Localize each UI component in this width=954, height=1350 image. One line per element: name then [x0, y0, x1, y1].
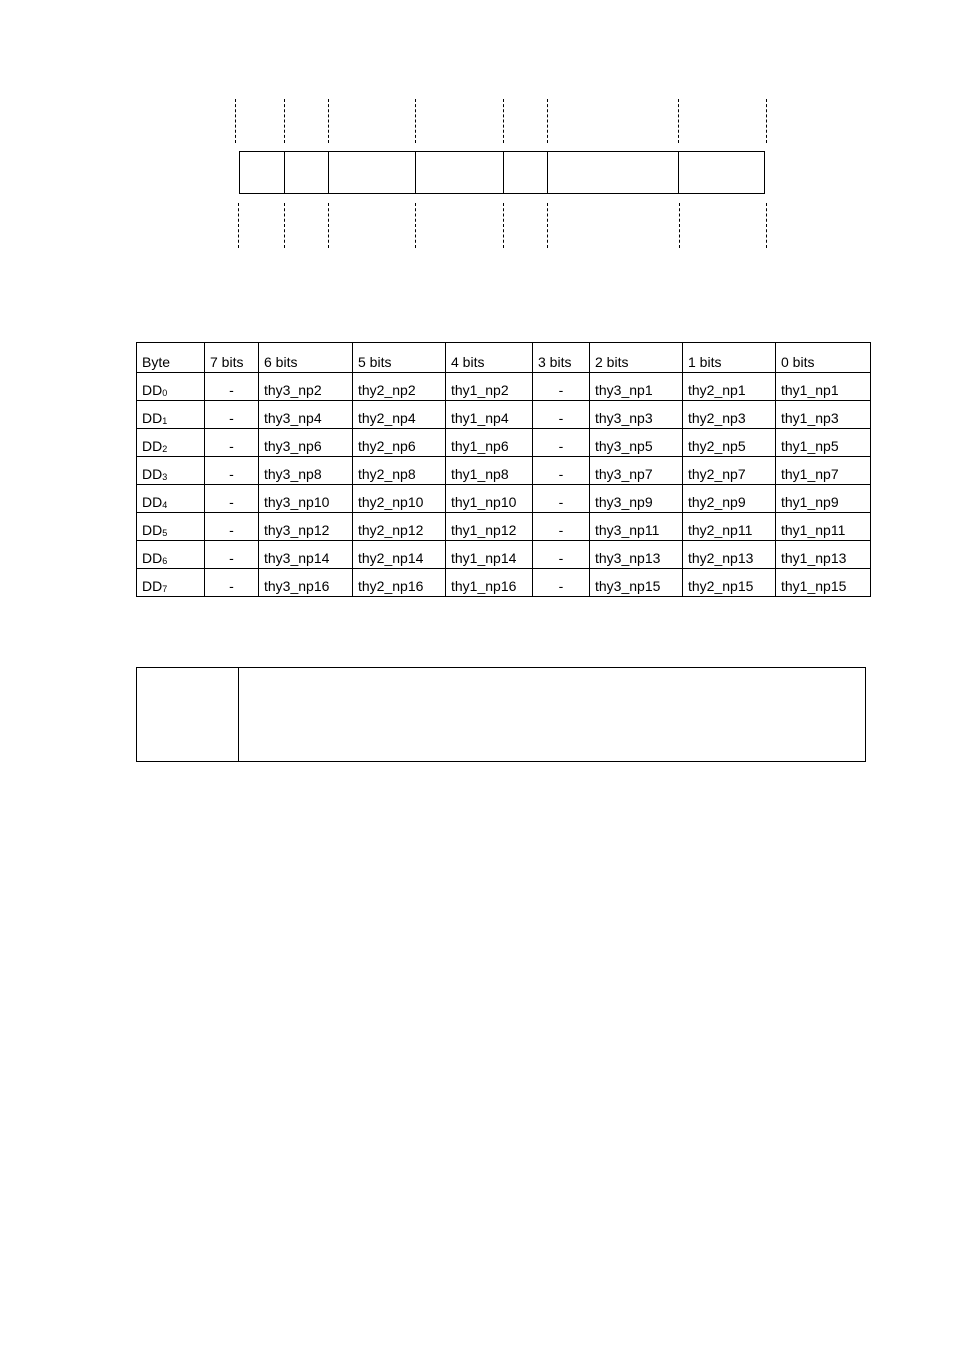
bit-cell: thy1_np16 — [446, 569, 533, 597]
byte-index: 0 — [162, 388, 168, 398]
bit-cell: - — [533, 569, 590, 597]
byte-cell — [137, 373, 205, 401]
byte-name: DD — [142, 438, 163, 454]
bit-cell: thy3_np14 — [259, 541, 353, 569]
table-body — [137, 373, 871, 597]
bit-cell: thy2_np10 — [353, 485, 446, 513]
tick-bottom-1 — [284, 203, 285, 248]
bit-cell: thy3_np11 — [590, 513, 683, 541]
header-bit6: 6 bits — [259, 343, 353, 373]
bit-cell: thy2_np9 — [683, 485, 776, 513]
bit-cell: thy3_np10 — [259, 485, 353, 513]
byte-name: DD — [142, 578, 163, 594]
header-bit3: 3 bits — [533, 343, 590, 373]
byte-cell — [137, 485, 205, 513]
tick-top-1 — [284, 99, 285, 143]
byte-bit-table — [136, 342, 871, 597]
bit-cell: thy1_np3 — [776, 401, 871, 429]
bit-cell: thy1_np8 — [446, 457, 533, 485]
table-row — [137, 457, 871, 485]
byte-index: 4 — [162, 500, 168, 510]
table-header-row — [137, 343, 871, 373]
tick-top-6 — [678, 99, 679, 143]
bit-cell: thy3_np2 — [259, 373, 353, 401]
bit-cell: thy2_np3 — [683, 401, 776, 429]
bit-cell: thy1_np2 — [446, 373, 533, 401]
bit-cell: thy1_np11 — [776, 513, 871, 541]
header-bit7: 7 bits — [205, 343, 259, 373]
bit-cell: - — [533, 513, 590, 541]
table-row — [137, 541, 871, 569]
byte-cell — [137, 513, 205, 541]
bit-cell: thy1_np1 — [776, 373, 871, 401]
field-separator — [547, 152, 548, 193]
bit-cell: - — [533, 457, 590, 485]
header-byte: Byte — [137, 343, 205, 373]
bit-cell: thy1_np12 — [446, 513, 533, 541]
bit-cell: - — [205, 569, 259, 597]
bit-cell: thy2_np2 — [353, 373, 446, 401]
frame-fields-box — [239, 151, 765, 194]
bit-cell: - — [205, 485, 259, 513]
bit-cell: thy2_np12 — [353, 513, 446, 541]
byte-name: DD — [142, 522, 163, 538]
bit-cell: - — [205, 429, 259, 457]
bit-cell: thy3_np7 — [590, 457, 683, 485]
bit-cell: thy2_np6 — [353, 429, 446, 457]
bit-cell: thy1_np7 — [776, 457, 871, 485]
bit-cell: - — [205, 457, 259, 485]
bit-cell: - — [205, 401, 259, 429]
bit-cell: thy1_np10 — [446, 485, 533, 513]
bit-cell: thy3_np9 — [590, 485, 683, 513]
byte-cell — [137, 569, 205, 597]
frame-format-diagram — [0, 0, 954, 260]
bit-cell: thy3_np16 — [259, 569, 353, 597]
table-row — [137, 429, 871, 457]
bit-cell: - — [533, 541, 590, 569]
bit-cell: - — [205, 513, 259, 541]
bit-cell: - — [533, 373, 590, 401]
tick-top-7 — [766, 99, 767, 143]
bit-cell: - — [205, 541, 259, 569]
bit-cell: thy1_np13 — [776, 541, 871, 569]
bit-cell: thy3_np4 — [259, 401, 353, 429]
bit-cell: thy3_np15 — [590, 569, 683, 597]
bit-cell: thy2_np5 — [683, 429, 776, 457]
header-bit4: 4 bits — [446, 343, 533, 373]
field-separator — [503, 152, 504, 193]
bit-cell: thy2_np1 — [683, 373, 776, 401]
bit-cell: thy1_np4 — [446, 401, 533, 429]
tick-top-0 — [235, 99, 236, 143]
byte-index: 1 — [162, 416, 168, 426]
tick-top-3 — [415, 99, 416, 143]
table-row — [137, 513, 871, 541]
bit-cell: thy3_np13 — [590, 541, 683, 569]
table-row — [137, 373, 871, 401]
bit-cell: thy2_np11 — [683, 513, 776, 541]
byte-name: DD — [142, 550, 163, 566]
byte-name: DD — [142, 410, 163, 426]
bit-cell: thy2_np7 — [683, 457, 776, 485]
header-bit2: 2 bits — [590, 343, 683, 373]
tick-bottom-7 — [766, 203, 767, 248]
table-row — [137, 401, 871, 429]
bit-cell: thy2_np15 — [683, 569, 776, 597]
bit-cell: thy2_np14 — [353, 541, 446, 569]
byte-name: DD — [142, 466, 163, 482]
bit-cell: thy3_np6 — [259, 429, 353, 457]
bit-cell: thy2_np8 — [353, 457, 446, 485]
tick-bottom-2 — [328, 203, 329, 248]
byte-name: DD — [142, 382, 163, 398]
bit-cell: thy1_np15 — [776, 569, 871, 597]
header-bit0: 0 bits — [776, 343, 871, 373]
tick-top-5 — [547, 99, 548, 143]
tick-bottom-6 — [679, 203, 680, 248]
tick-bottom-3 — [415, 203, 416, 248]
bit-cell: - — [533, 401, 590, 429]
field-separator — [678, 152, 679, 193]
bit-cell: thy3_np1 — [590, 373, 683, 401]
field-separator — [328, 152, 329, 193]
table-row — [137, 569, 871, 597]
byte-name: DD — [142, 494, 163, 510]
byte-index: 6 — [162, 556, 168, 566]
bit-cell: thy3_np12 — [259, 513, 353, 541]
byte-index: 5 — [162, 528, 168, 538]
tick-bottom-4 — [503, 203, 504, 248]
bit-cell: thy2_np13 — [683, 541, 776, 569]
bit-cell: thy3_np8 — [259, 457, 353, 485]
bit-cell: thy2_np16 — [353, 569, 446, 597]
header-bit5: 5 bits — [353, 343, 446, 373]
tick-top-2 — [328, 99, 329, 143]
byte-cell — [137, 541, 205, 569]
bit-cell: - — [533, 485, 590, 513]
bit-cell: - — [533, 429, 590, 457]
bit-cell: thy1_np9 — [776, 485, 871, 513]
byte-cell — [137, 401, 205, 429]
tick-bottom-0 — [238, 203, 239, 248]
bit-cell: - — [205, 373, 259, 401]
bit-cell: thy1_np6 — [446, 429, 533, 457]
table-row — [137, 485, 871, 513]
bit-cell: thy3_np5 — [590, 429, 683, 457]
bit-cell: thy1_np14 — [446, 541, 533, 569]
byte-cell — [137, 457, 205, 485]
note-box-divider — [238, 668, 239, 761]
tick-bottom-5 — [547, 203, 548, 248]
bit-cell: thy2_np4 — [353, 401, 446, 429]
bit-cell: thy3_np3 — [590, 401, 683, 429]
byte-index: 7 — [162, 584, 168, 594]
header-bit1: 1 bits — [683, 343, 776, 373]
bit-cell: thy1_np5 — [776, 429, 871, 457]
tick-top-4 — [503, 99, 504, 143]
note-box — [136, 667, 866, 762]
byte-index: 2 — [162, 444, 168, 454]
field-separator — [415, 152, 416, 193]
byte-cell — [137, 429, 205, 457]
field-separator — [284, 152, 285, 193]
byte-index: 3 — [162, 472, 168, 482]
